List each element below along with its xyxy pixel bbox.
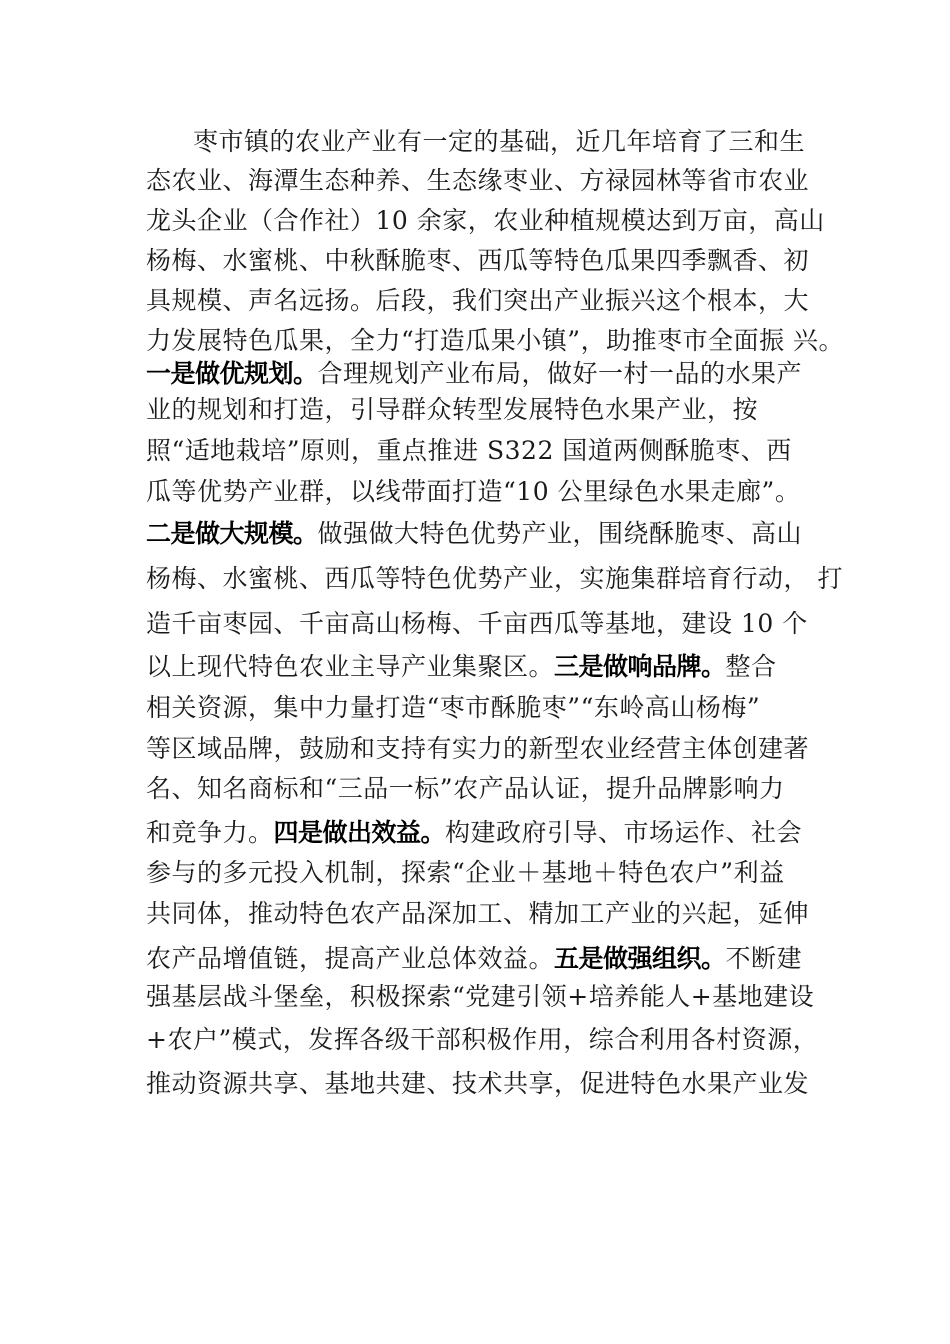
text-line: 等区域品牌，鼓励和支持有实力的新型农业经营主体创建著 [146,734,810,763]
text-line: 龙头企业（合作社）10 余家，农业种植规模达到万亩，高山 [146,206,825,235]
text-line: 杨梅、水蜜桃、西瓜等特色优势产业，实施集群培育行动， 打 [146,564,843,593]
text-line: 业的规划和打造，引导群众转型发展特色水果产业，按 [146,395,759,424]
bold-heading-2: 二是做大规模。 [146,519,318,548]
text-line: 二是做大规模。做强做大特色优势产业，围绕酥脆枣、高山 [146,519,803,548]
text-line: 相关资源，集中力量打造“枣市酥脆枣”“东岭高山杨梅” [146,693,761,722]
text-line: +农户”模式，发挥各级干部积极作用，综合利用各村资源， [146,1025,819,1054]
bold-heading-3: 三是做响品牌。 [554,652,726,681]
text-line: 推动资源共享、基地共建、技术共享，促进特色水果产业发 [146,1069,810,1098]
text-line: 造千亩枣园、千亩高山杨梅、千亩西瓜等基地，建设 10 个 [146,609,808,638]
text-line: 和竞争力。四是做出效益。构建政府引导、市场运作、社会 [146,818,803,847]
bold-heading-1: 一是做优规划。 [146,359,318,388]
text-line: 农产品增值链，提高产业总体效益。五是做强组织。不断建 [146,944,803,973]
text-line: 共同体，推动特色农产品深加工、精加工产业的兴起，延伸 [146,899,810,928]
text-line: 名、知名商标和“三品一标”农产品认证，提升品牌影响力 [146,774,785,803]
bold-heading-5: 五是做强组织。 [554,944,726,973]
text-line: 枣市镇的农业产业有一定的基础，近几年培育了三和生 [193,127,806,156]
text-line: 以上现代特色农业主导产业集聚区。三是做响品牌。整合 [146,652,777,681]
bold-heading-4: 四是做出效益。 [273,818,446,847]
text-line: 瓜等优势产业群，以线带面打造“10 公里绿色水果走廊”。 [146,477,801,506]
text-line: 具规模、声名远扬。后段，我们突出产业振兴这个根本，大 [146,286,810,315]
text-line: 强基层战斗堡垒，积极探索“党建引领+培养能人+基地建设 [146,982,815,1011]
text-line: 一是做优规划。合理规划产业布局，做好一村一品的水果产 [146,359,803,388]
text-line: 参与的多元投入机制，探索“企业＋基地＋特色农户”利益 [146,858,785,887]
text-line: 照“适地栽培”原则，重点推进 S322 国道两侧酥脆枣、西 [146,436,792,465]
text-line: 杨梅、水蜜桃、中秋酥脆枣、西瓜等特色瓜果四季飘香、初 [146,246,810,275]
text-line: 态农业、海潭生态种养、生态缘枣业、方禄园林等省市农业 [146,166,810,195]
text-line: 力发展特色瓜果，全力“打造瓜果小镇”，助推枣市全面振 兴。 [146,326,845,355]
